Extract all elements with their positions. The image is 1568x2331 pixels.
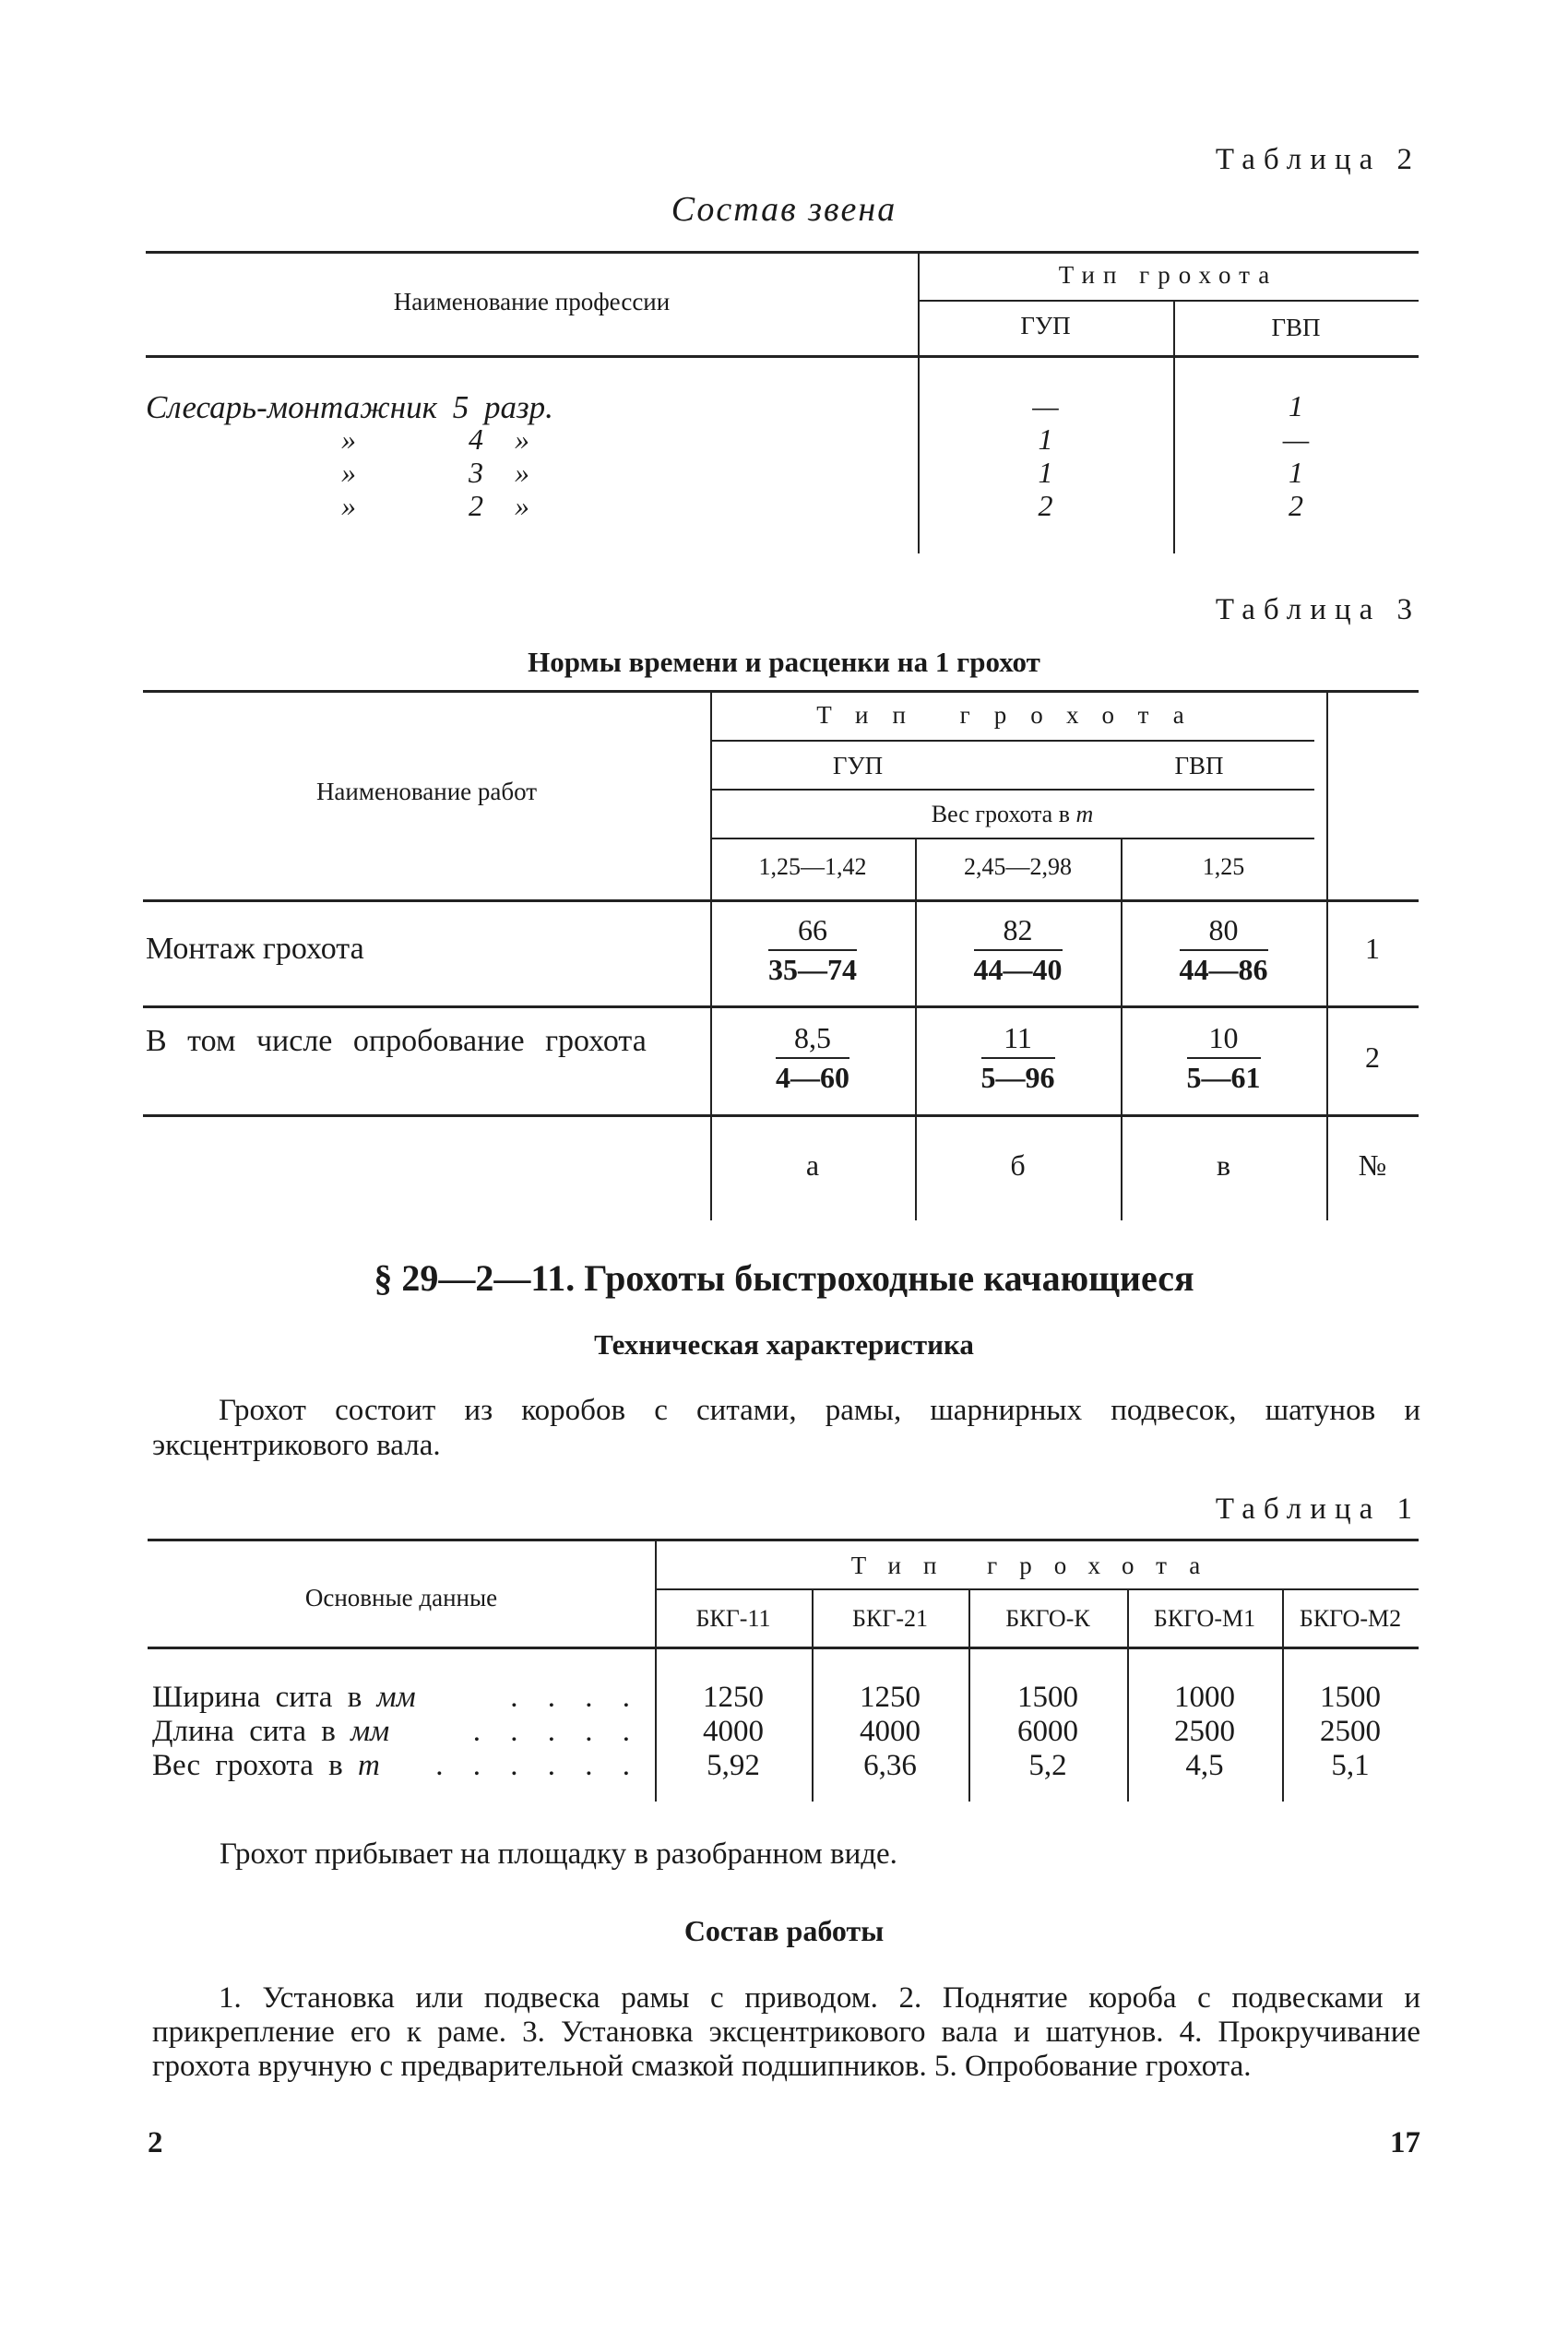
table2-gvp-4: 2 xyxy=(1289,489,1303,522)
table3-footer-a: а xyxy=(805,1148,820,1182)
table1-col-1: БКГ-11 xyxy=(695,1605,771,1632)
table2-row-3-grade: 3 xyxy=(469,456,483,489)
table3-footer-c: в xyxy=(1216,1148,1231,1182)
table2-row-4-grade: 2 xyxy=(469,489,483,522)
table2-gvp-1: 1 xyxy=(1289,389,1303,422)
table3-row1-rule xyxy=(143,1005,1419,1008)
page-number: 17 xyxy=(1390,2126,1420,2159)
table3-row-2-c-num: 10 xyxy=(1187,1021,1261,1059)
table3-footer-b: б xyxy=(1010,1148,1026,1182)
table2-row-1-grade: 5 xyxy=(452,389,469,425)
table3-row-2-b xyxy=(915,1021,1121,1095)
table2-head-rule xyxy=(146,355,1419,358)
table3-top-rule xyxy=(143,690,1419,693)
table1-top-rule xyxy=(148,1539,1419,1541)
table1-head-rule xyxy=(148,1647,1419,1649)
table2-col-gup: ГУП xyxy=(1020,312,1071,339)
table2-row-2-grade: 4 xyxy=(469,422,483,456)
table2-row-2-name: » xyxy=(341,422,356,456)
table2-caption: Таблица 2 xyxy=(1215,143,1420,176)
table3-range-1: 1,25—1,42 xyxy=(758,853,867,880)
table1-r3-c4: 4,5 xyxy=(1185,1749,1224,1782)
table1-head-data: Основные данные xyxy=(304,1584,498,1611)
table3-range-2: 2,45—2,98 xyxy=(964,853,1072,880)
table2-title: Состав звена xyxy=(671,190,897,229)
table3-row2-rule xyxy=(143,1114,1419,1117)
table3-row-2-name: В том числе опробование грохота xyxy=(146,1024,647,1058)
table3-weight xyxy=(710,801,1314,828)
table1-row-1-text: Ширина сита в xyxy=(152,1681,377,1714)
table2-gup-2: 1 xyxy=(1038,422,1053,456)
table1-row-1-label xyxy=(152,1681,650,1715)
table3-row-1-c-den: 44—86 xyxy=(1179,953,1268,986)
table3-weight-label: Вес грохота в xyxy=(931,801,1076,827)
table1-r2-c4: 2500 xyxy=(1174,1715,1235,1748)
table2-gup-1: — xyxy=(1032,389,1059,422)
section-intro: Грохот состоит из коробов с ситами, рамы, шарнирных подвесок, шатунов и эксцентрикового вала. xyxy=(152,1394,1420,1462)
table1-col-4: БКГО-М1 xyxy=(1153,1605,1256,1632)
table1-row-3-label xyxy=(152,1749,650,1783)
table3-row-2-b-num: 11 xyxy=(981,1021,1055,1059)
table3-row-2-c-den: 5—61 xyxy=(1186,1061,1261,1094)
table2-row-2 xyxy=(341,422,581,456)
table1-row-2-leader: . . . . . xyxy=(472,1715,641,1748)
table1-r2-c2: 4000 xyxy=(860,1715,921,1748)
table1-row-2-unit: мм xyxy=(350,1715,390,1748)
table1-row-2-label xyxy=(152,1715,650,1749)
table2-row-1-name: Слесарь-монтажник xyxy=(146,389,437,425)
table2-row-4-unit: » xyxy=(515,489,529,522)
table3-row-1-b-den: 44—40 xyxy=(973,953,1063,986)
table1-row-2-text: Длина сита в xyxy=(152,1715,351,1748)
arrival-text: Грохот прибывает на площадку в разобранном виде. xyxy=(220,1837,897,1871)
table3-col-gvp: ГВП xyxy=(1174,752,1224,779)
table1-row-3-text: Вес грохота в xyxy=(152,1749,358,1782)
table3-gup-rule xyxy=(710,789,1314,791)
table1-r3-c1: 5,92 xyxy=(707,1749,760,1782)
table3-weight-rule xyxy=(710,838,1314,839)
table1-caption: Таблица 1 xyxy=(1215,1493,1420,1526)
table1-r1-c2: 1250 xyxy=(860,1681,921,1714)
table3-row-1-name: Монтаж грохота xyxy=(146,932,364,966)
table2-head-name: Наименование профессии xyxy=(393,288,671,315)
table1-r2-c1: 4000 xyxy=(703,1715,764,1748)
table1-r3-c5: 5,1 xyxy=(1331,1749,1370,1782)
table1-r3-c2: 6,36 xyxy=(863,1749,917,1782)
table3-row-1-a-num: 66 xyxy=(768,913,857,951)
table3-title: Нормы времени и расценки на 1 грохот xyxy=(528,646,1040,678)
table3-head-rule xyxy=(143,899,1419,902)
table1-col-2: БКГ-21 xyxy=(852,1605,928,1632)
table1-r1-c3: 1500 xyxy=(1017,1681,1078,1714)
table2-row-3-name: » xyxy=(341,456,356,489)
table2-head-type: Тип грохота xyxy=(1058,261,1278,289)
table3-weight-unit: т xyxy=(1075,801,1094,827)
table3-head-type: Тип грохота xyxy=(816,701,1208,729)
table3-col-gup: ГУП xyxy=(832,752,884,779)
table3-caption: Таблица 3 xyxy=(1215,593,1420,626)
table2-top-rule xyxy=(146,251,1419,254)
table3-head-work: Наименование работ xyxy=(315,778,538,805)
section-subheading: Техническая характеристика xyxy=(594,1328,974,1361)
table3-row-1-a-den: 35—74 xyxy=(768,953,857,986)
table1-r1-c5: 1500 xyxy=(1320,1681,1381,1714)
page-footer-left: 2 xyxy=(148,2126,163,2159)
table3-row-2-c xyxy=(1121,1021,1326,1095)
work-heading: Состав работы xyxy=(683,1914,885,1947)
table3-row-1-c xyxy=(1121,913,1326,987)
table3-row-2-b-den: 5—96 xyxy=(980,1061,1055,1094)
table1-r1-c4: 1000 xyxy=(1174,1681,1235,1714)
table1-type-rule xyxy=(655,1588,1419,1590)
table3-type-rule xyxy=(710,740,1314,742)
table2-row-1-unit: разр. xyxy=(483,389,553,425)
table3-row-1-b-num: 82 xyxy=(974,913,1063,951)
table3-row-1-a xyxy=(710,913,915,987)
table2-row-4 xyxy=(341,489,581,522)
table3-row-2-no: 2 xyxy=(1365,1041,1380,1074)
table1-row-1-unit: мм xyxy=(376,1681,416,1714)
table2-gup-3: 1 xyxy=(1038,456,1053,489)
table2-type-rule xyxy=(918,300,1419,302)
table2-gup-4: 2 xyxy=(1038,489,1053,522)
table1-r1-c1: 1250 xyxy=(703,1681,764,1714)
table3-footer-no: № xyxy=(1358,1148,1387,1182)
table1-row-3-leader: . . . . . . xyxy=(435,1749,641,1782)
table1-col-3: БКГО-К xyxy=(1005,1605,1090,1632)
table3-range-3: 1,25 xyxy=(1202,853,1245,880)
table1-row-1-leader: . . . . xyxy=(510,1681,641,1714)
table1-r2-c5: 2500 xyxy=(1320,1715,1381,1748)
work-text: 1. Установка или подвеска рамы с приводом. 2. Поднятие короба с подвесками и прикрепление его к раме. 3. Установка эксцентрикового вала и шатунов. 4. Прокручивание грохота вручную с предварительной смазкой подшипников. 5. Опробование грохота. xyxy=(152,1981,1420,2083)
table3-row-1-no: 1 xyxy=(1365,932,1380,965)
table1-r3-c3: 5,2 xyxy=(1028,1749,1067,1782)
table2-row-2-unit: » xyxy=(515,422,529,456)
table2-row-3 xyxy=(341,456,581,489)
table2-row-4-name: » xyxy=(341,489,356,522)
table3-row-2-a-den: 4—60 xyxy=(776,1061,849,1094)
section-heading: § 29—2—11. Грохоты быстроходные качающиеся xyxy=(374,1257,1194,1299)
table1-col-5: БКГО-М2 xyxy=(1299,1605,1402,1632)
table2-row-1 xyxy=(146,389,607,426)
table3-row-2-a xyxy=(710,1021,915,1095)
table2-gvp-2: — xyxy=(1282,422,1310,456)
table1-head-type: Тип грохота xyxy=(850,1552,1223,1579)
table3-row-2-a-num: 8,5 xyxy=(776,1021,849,1059)
table1-r2-c3: 6000 xyxy=(1017,1715,1078,1748)
table3-row-1-b xyxy=(915,913,1121,987)
table2-gvp-3: 1 xyxy=(1289,456,1303,489)
table1-row-3-unit: т xyxy=(357,1749,380,1782)
table2-col-gvp: ГВП xyxy=(1271,314,1321,341)
table3-row-1-c-num: 80 xyxy=(1180,913,1268,951)
table2-row-3-unit: » xyxy=(515,456,529,489)
